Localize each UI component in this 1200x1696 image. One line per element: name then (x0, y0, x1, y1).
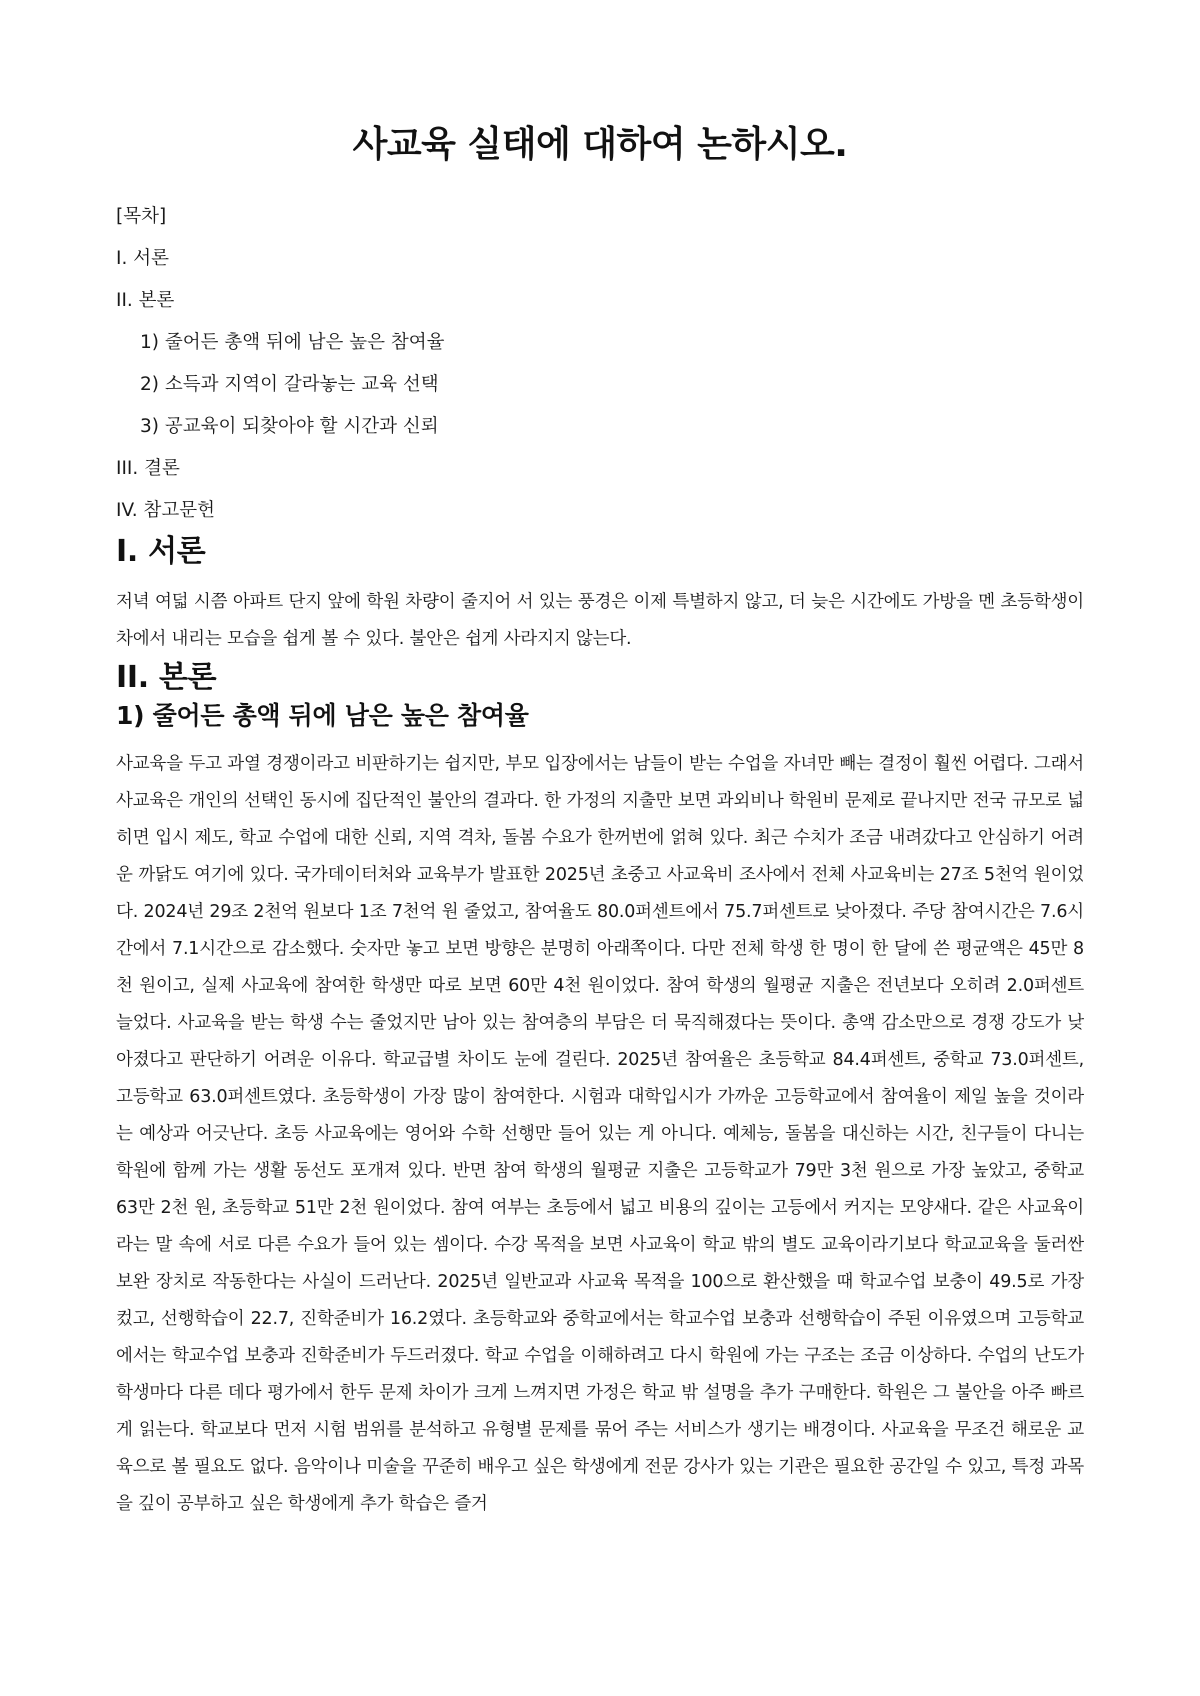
toc-item-intro: I. 서론 (116, 248, 169, 269)
toc-heading: [목차] (116, 206, 167, 227)
table-of-contents (116, 196, 1084, 532)
intro-paragraph: 저녁 여덟 시쯤 아파트 단지 앞에 학원 차량이 줄지어 서 있는 풍경은 이제 특별하지 않고, 더 늦은 시간에도 가방을 멘 초등학생이 차에서 내리는 모습을 쉽게 볼 수 있다. 불안은 쉽게 사라지지 않는다. (116, 592, 1084, 649)
toc-item-conclusion: III. 결론 (116, 458, 180, 479)
body-heading: II. 본론 (116, 660, 217, 695)
body-subsection-1-paragraph: 사교육을 두고 과열 경쟁이라고 비판하기는 쉽지만, 부모 입장에서는 남들이 받는 수업을 자녀만 빼는 결정이 훨씬 어렵다. 그래서 사교육은 개인의 선택인 동시에 집단적인 불안의 결과다. 한 가정의 지출만 보면 과외비나 학원비 문제로 끝나지만 전국 규모로 넓히면 입시 제도, 학교 수업에 대한 신뢰, 지역 격차, 돌봄 수요가 한꺼번에 얽혀 있다. 최근 수치가 조금 내려갔다고 안심하기 어려운 까닭도 여기에 있다. 국가데이터처와 교육부가 발표한 2025년 초중고 사교육비 조사에서 전체 사교육비는 27조 5천억 원이었다. 2024년 29조 2천억 원보다 1조 7천억 원 줄었고, 참여율도 80.0퍼센트에서 75.7퍼센트로 낮아졌다. 주당 참여시간은 7.6시간에서 7.1시간으로 감소했다. 숫자만 놓고 보면 방향은 분명히 아래쪽이다. 다만 전체 학생 한 명이 한 달에 쓴 평균액은 45만 8천 원이고, 실제 사교육에 참여한 학생만 따로 보면 60만 4천 원이었다. 참여 학생의 월평균 지출은 전년보다 오히려 2.0퍼센트 늘었다. 사교육을 받는 학생 수는 줄었지만 남아 있는 참여층의 부담은 더 묵직해졌다는 뜻이다. 총액 감소만으로 경쟁 강도가 낮아졌다고 판단하기 어려운 이유다. 학교급별 차이도 눈에 걸린다. 2025년 참여율은 초등학교 84.4퍼센트, 중학교 73.0퍼센트, 고등학교 63.0퍼센트였다. 초등학생이 가장 많이 참여한다. 시험과 대학입시가 가까운 고등학교에서 참여율이 제일 높을 것이라는 예상과 어긋난다. 초등 사교육에는 영어와 수학 선행만 들어 있는 게 아니다. 예체능, 돌봄을 대신하는 시간, 친구들이 다니는 학원에 함께 가는 생활 동선도 포개져 있다. 반면 참여 학생의 월평균 지출은 고등학교가 79만 3천 원으로 가장 높았고, 중학교 63만 2천 원, 초등학교 51만 2천 원이었다. 참여 여부는 초등에서 넓고 비용의 깊이는 고등에서 커지는 모양새다. 같은 사교육이라는 말 속에 서로 다른 수요가 들어 있는 셈이다. 수강 목적을 보면 사교육이 학교 밖의 별도 교육이라기보다 학교교육을 둘러싼 보완 장치로 작동한다는 사실이 드러난다. 2025년 일반교과 사교육 목적을 100으로 환산했을 때 학교수업 보충이 49.5로 가장 컸고, 선행학습이 22.7, 진학준비가 16.2였다. 초등학교와 중학교에서는 학교수업 보충과 선행학습이 주된 이유였으며 고등학교에서는 학교수업 보충과 진학준비가 두드러졌다. 학교 수업을 이해하려고 다시 학원에 가는 구조는 조금 이상하다. 수업의 난도가 학생마다 다른 데다 평가에서 한두 문제 차이가 크게 느껴지면 가정은 학교 밖 설명을 추가 구매한다. 학원은 그 불안을 아주 빠르게 읽는다. 학교보다 먼저 시험 범위를 분석하고 유형별 문제를 묶어 주는 서비스가 생기는 배경이다. 사교육을 무조건 해로운 교육으로 볼 필요도 없다. 음악이나 미술을 꾸준히 배우고 싶은 학생에게 전문 강사가 있는 기관은 필요한 공간일 수 있고, 특정 과목을 깊이 공부하고 싶은 학생에게 추가 학습은 즐거 (116, 754, 1084, 1514)
body-subsection-1-heading: 1) 줄어든 총액 뒤에 남은 높은 참여율 (116, 701, 529, 730)
document-title: 사교육 실태에 대하여 논하시오. (352, 124, 848, 165)
toc-item-body: II. 본론 (116, 290, 175, 311)
toc-item-body-2: 2) 소득과 지역이 갈라놓는 교육 선택 (140, 374, 439, 395)
toc-item-body-1: 1) 줄어든 총액 뒤에 남은 높은 참여율 (140, 332, 445, 353)
intro-heading: I. 서론 (116, 534, 206, 569)
toc-item-references: IV. 참고문헌 (116, 500, 215, 521)
toc-item-body-3: 3) 공교육이 되찾아야 할 시간과 신뢰 (140, 416, 439, 437)
